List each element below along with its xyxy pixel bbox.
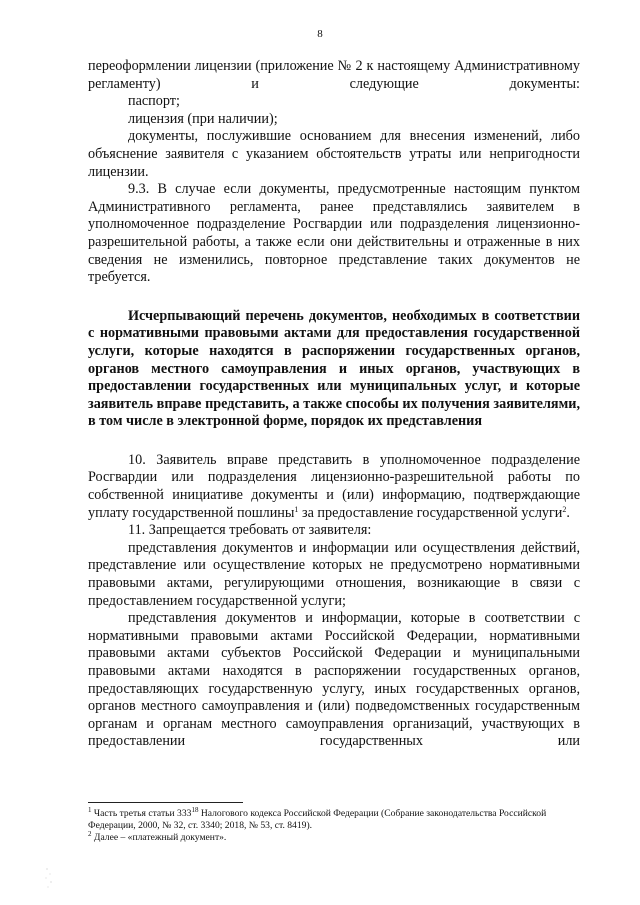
spacer: [88, 287, 580, 308]
paragraph-10-text: 10. Заявитель вправе представить в уполномоченное подразделение Росгвардии или подразделения лицензионно-разрешительной работы по собственной инициативе документы и (или) информацию, подтверждающие уплату государственной пошлины: [88, 451, 580, 521]
footnote-1: [88, 808, 580, 832]
footnote-2-mark: 2: [88, 830, 92, 838]
body-text: [88, 58, 580, 751]
list-item-11-2: представления документов и информации, которые в соответствии с нормативными правовыми актами Российской Федерации, нормативными правовыми актами субъектов Российской Федерации и муниципальными правовыми актами находятся в распоряжении государственных органов, предоставляющих государственную услугу, иных государственных органов, органов местного самоуправления и (или) подведомственных государственным органам и органам местного самоуправления организаций, участвующих в предоставлении государственных или: [88, 610, 580, 750]
footnote-1-article-sup: 18: [191, 806, 199, 814]
scan-artifact: [44, 866, 54, 890]
paragraph-10-end: .: [566, 504, 570, 521]
list-item-license: лицензия (при наличии);: [128, 110, 278, 127]
list-item-11-1: представления документов и информации или осуществления действий, представление или осуществление которых не предусмотрено нормативными правовыми актами, регулирующими отношения, возникающие в связи с предоставлением государственной услуги;: [88, 539, 580, 609]
paragraph-10: [88, 452, 580, 522]
footnote-1-mark: 1: [88, 806, 92, 814]
list-item-passport: паспорт;: [128, 93, 180, 110]
footnote-separator: [88, 802, 243, 803]
spacer: [88, 431, 580, 452]
paragraph-9-3: 9.3. В случае если документы, предусмотренные настоящим пунктом Административного регламента, ранее представлялись заявителем в уполномоченное подразделение Росгвардии или подразделения лицензионно-разрешительной работы, а также если они действительны и отраженные в них сведения не изменились, повторное представление таких документов не требуется.: [88, 181, 580, 286]
footnote-1-text: Часть третья статьи 333: [91, 808, 192, 819]
footnote-ref-2: 2: [562, 504, 567, 514]
footnote-ref-1: 1: [294, 504, 299, 514]
paragraph-10-text-cont: за предоставление государственной услуги: [298, 504, 563, 521]
footnote-2-text: Далее – «платежный документ».: [91, 832, 227, 843]
list-item-documents: документы, послужившие основанием для внесения изменений, либо объяснение заявителя с указанием обстоятельств утраты или непригодности лицензии.: [88, 128, 580, 180]
footnote-1-text-cont: Налогового кодекса Российской Федерации (Собрание законодательства Российской Федерации, 2000, № 32, ст. 3340; 2018, № 53, ст. 8419).: [88, 808, 547, 831]
footnotes: [88, 808, 580, 844]
section-heading: Исчерпывающий перечень документов, необходимых в соответствии с нормативными правовыми актами для предоставления государственной услуги, которые находятся в распоряжении государственных органов, органов местного самоуправления и иных органов, участвующих в предоставлении государственных или муниципальных услуг, и которые заявитель вправе представить, а также способы их получения заявителями, в том числе в электронной форме, порядок их представления: [88, 307, 580, 430]
paragraph-intro: переоформлении лицензии (приложение № 2 к настоящему Административному регламенту) и следующие документы:: [88, 58, 580, 92]
footnote-2: [88, 832, 580, 844]
page-number: 8: [317, 28, 323, 40]
paragraph-11: 11. Запрещается требовать от заявителя:: [128, 522, 372, 539]
